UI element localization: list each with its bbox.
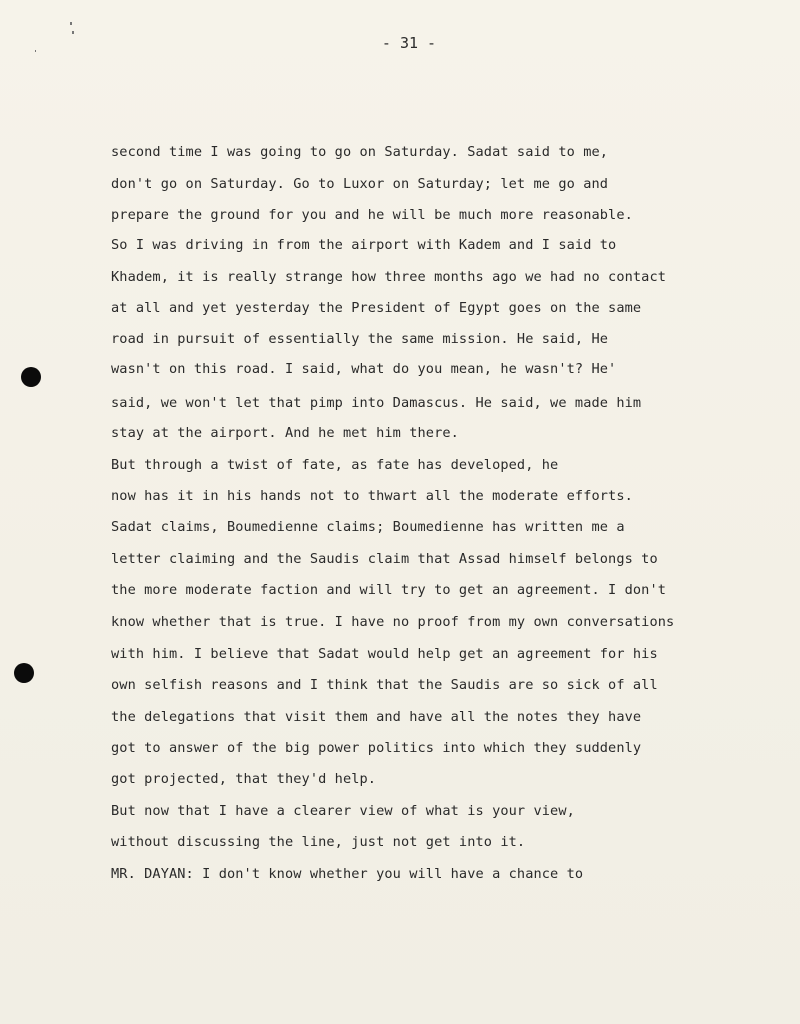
text-line: But through a twist of fate, as fate has developed, he — [111, 457, 559, 473]
text-line: with him. I believe that Sadat would help get an agreement for his — [111, 646, 658, 662]
text-line: know whether that is true. I have no proof from my own conversations — [111, 614, 675, 630]
scan-speck — [70, 22, 72, 25]
text-line: wasn't on this road. I said, what do you mean, he wasn't? He' — [111, 361, 617, 377]
text-line: now has it in his hands not to thwart all the moderate efforts. — [111, 488, 633, 504]
text-line: without discussing the line, just not get into it. — [111, 834, 526, 850]
text-line: own selfish reasons and I think that the Saudis are so sick of all — [111, 677, 658, 693]
text-line: But now that I have a clearer view of what is your view, — [111, 803, 575, 819]
text-line: got projected, that they'd help. — [111, 771, 377, 787]
text-line: Sadat claims, Boumedienne claims; Boumedienne has written me a — [111, 519, 625, 535]
text-line: the more moderate faction and will try to get an agreement. I don't — [111, 582, 667, 598]
text-line: second time I was going to go on Saturday. Sadat said to me, — [111, 144, 609, 160]
text-line: letter claiming and the Saudis claim that Assad himself belongs to — [111, 551, 658, 567]
text-line: stay at the airport. And he met him there. — [111, 425, 459, 441]
text-line: don't go on Saturday. Go to Luxor on Saturday; let me go and — [111, 176, 609, 192]
punch-hole-bottom — [14, 663, 34, 683]
text-line: Khadem, it is really strange how three months ago we had no contact — [111, 269, 667, 285]
text-line: MR. DAYAN: I don't know whether you will have a chance to — [111, 866, 584, 882]
text-line: So I was driving in from the airport with Kadem and I said to — [111, 237, 617, 253]
text-line: road in pursuit of essentially the same mission. He said, He — [111, 331, 609, 347]
punch-hole-top — [21, 367, 41, 387]
page-number: - 31 - — [381, 34, 437, 52]
text-line: said, we won't let that pimp into Damascus. He said, we made him — [111, 395, 642, 411]
text-line: the delegations that visit them and have all the notes they have — [111, 709, 642, 725]
text-line: at all and yet yesterday the President of Egypt goes on the same — [111, 300, 642, 316]
text-line: prepare the ground for you and he will be much more reasonable. — [111, 207, 633, 223]
text-line: got to answer of the big power politics into which they suddenly — [111, 740, 642, 756]
